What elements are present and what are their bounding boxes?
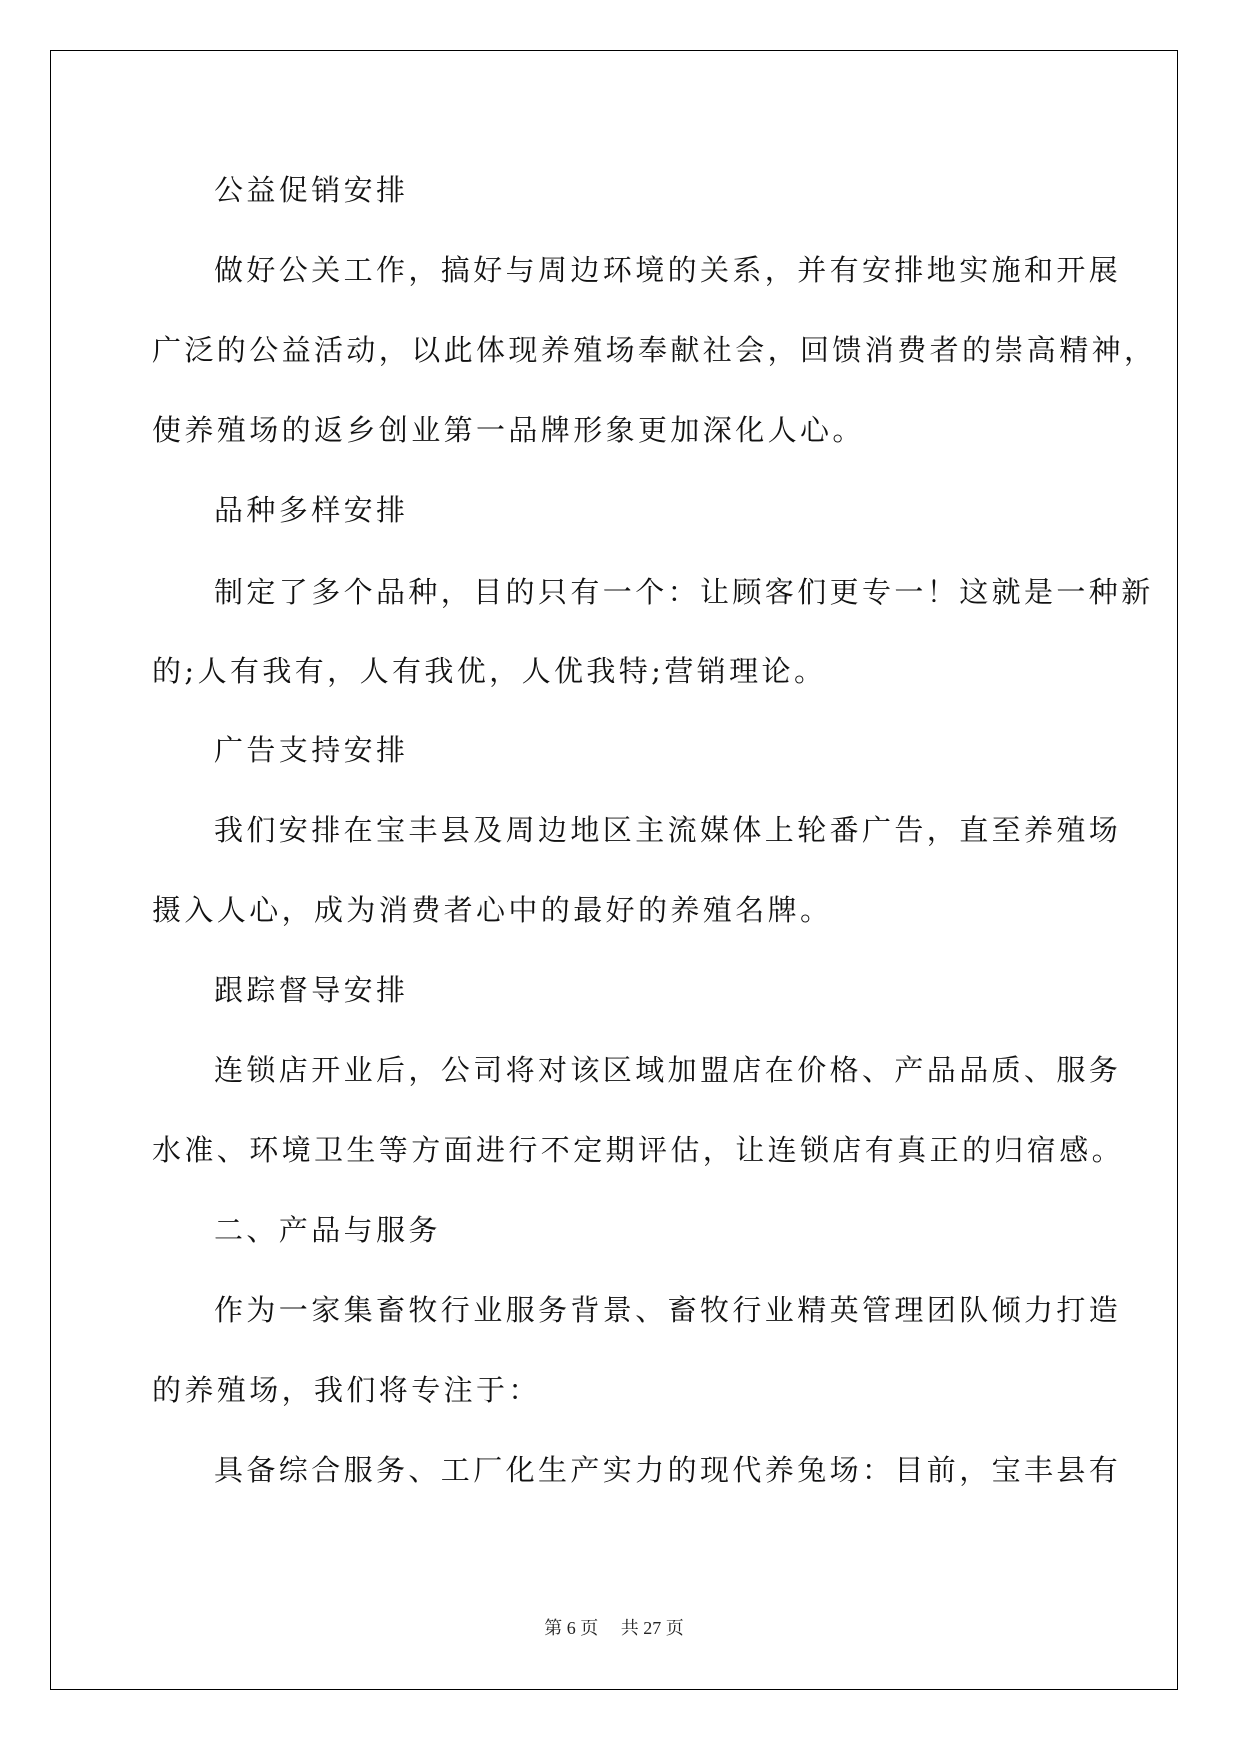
heading-variety: 品种多样安排 <box>214 493 409 527</box>
paragraph-line: 使养殖场的返乡创业第一品牌形象更加深化人心。 <box>152 413 865 447</box>
page-number: 第 6 页 <box>544 1618 599 1638</box>
paragraph-line: 连锁店开业后，公司将对该区域加盟店在价格、产品品质、服务 <box>214 1053 1122 1087</box>
paragraph-line: 摄入人心，成为消费者心中的最好的养殖名牌。 <box>152 893 833 927</box>
paragraph-line: 作为一家集畜牧行业服务背景、畜牧行业精英管理团队倾力打造 <box>214 1293 1122 1327</box>
page-total: 共 27 页 <box>620 1618 684 1638</box>
paragraph-line: 广泛的公益活动，以此体现养殖场奉献社会，回馈消费者的崇高精神， <box>152 333 1157 367</box>
page-footer <box>0 1614 1228 1640</box>
paragraph-line: 我们安排在宝丰县及周边地区主流媒体上轮番广告，直至养殖场 <box>214 813 1122 847</box>
paragraph-line: 水准、环境卫生等方面进行不定期评估，让连锁店有真正的归宿感。 <box>152 1133 1125 1167</box>
paragraph-line: 具备综合服务、工厂化生产实力的现代养兔场：目前，宝丰县有 <box>214 1453 1122 1487</box>
page-border <box>50 50 1178 1690</box>
heading-products-services: 二、产品与服务 <box>214 1213 441 1247</box>
paragraph-line: 做好公关工作，搞好与周边环境的关系，并有安排地实施和开展 <box>214 253 1122 287</box>
heading-advertising: 广告支持安排 <box>214 733 409 767</box>
heading-public-welfare: 公益促销安排 <box>214 173 409 207</box>
paragraph-line: 的;人有我有，人有我优，人优我特;营销理论。 <box>152 654 827 688</box>
heading-tracking: 跟踪督导安排 <box>214 973 409 1007</box>
paragraph-line: 制定了多个品种，目的只有一个：让顾客们更专一！这就是一种新 <box>214 575 1154 609</box>
paragraph-line: 的养殖场，我们将专注于： <box>152 1373 541 1407</box>
